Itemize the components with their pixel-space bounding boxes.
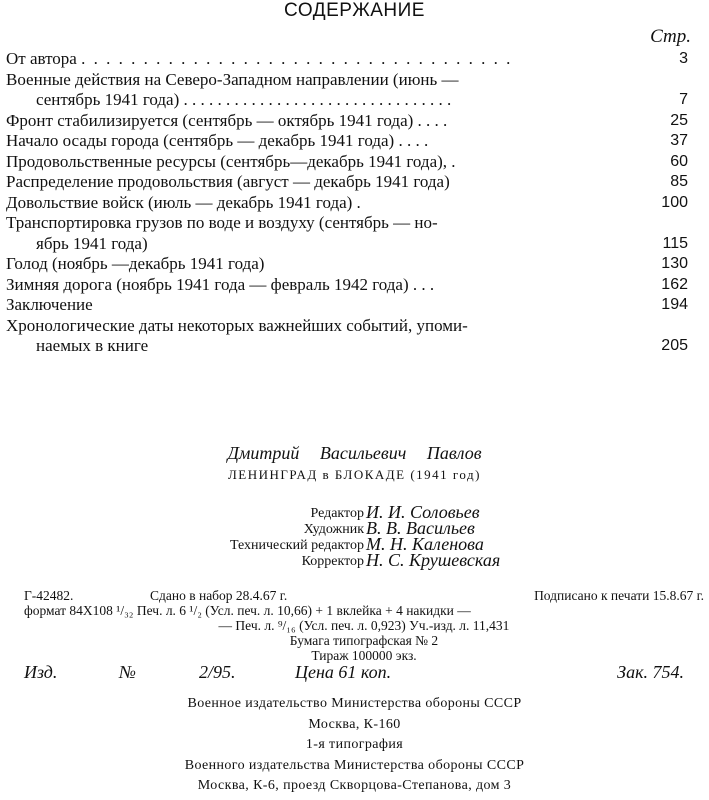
toc-entry [6,254,688,275]
credit-person: В. В. Васильев [366,518,475,538]
credit-row [0,502,709,522]
toc-entry [6,172,688,193]
toc-entry-page: 7 [679,91,688,108]
toc-entry [6,70,688,111]
toc-entry [6,275,688,296]
author-name: Дмитрий Васильевич Павлов [227,443,482,463]
page-column-label: Стр. [650,26,691,47]
credit-row [0,534,709,554]
toc-leader-dots: . . . . . . . . . . . . . . . . . . . . . . . . . . . . . . . . . . . [81,49,513,68]
imprint-code: Г-42482. [24,588,74,603]
imprint-run: Тираж 100000 экз. [311,648,417,663]
credit-role: Технический редактор [229,538,364,553]
toc-entry-title: Заключение [6,295,93,314]
credit-role: Корректор [301,554,364,569]
table-of-contents [6,49,688,357]
credit-role: Редактор [310,506,364,521]
credit-role: Художник [303,522,364,537]
toc-entry-title: Продовольственные ресурсы (сентябрь—декабрь 1941 года), . [6,151,456,171]
credit-row [0,550,709,570]
toc-entry-title: Хронологические даты некоторых важнейших событий, упоми- [6,315,468,335]
imprint-sheets: — Печ. л. ⁹/₁₆ (Усл. печ. л. 0,923) Уч.-изд. л. 11,431 [218,618,510,633]
toc-entry-title-continued: ябрь 1941 года) [36,233,148,253]
izd-number: 2/95. [199,662,236,682]
toc-entry-title: Военные действия на Северо-Западном направлении (июнь — [6,69,459,89]
toc-heading: СОДЕРЖАНИЕ [284,0,425,21]
publisher-line: 1-я типография [305,737,404,752]
book-title: ЛЕНИНГРАД в БЛОКАДЕ (1941 год) [227,467,482,482]
toc-entry [6,213,688,254]
order-number: Зак. 754. [617,662,684,682]
credit-person: М. Н. Каленова [366,534,484,554]
toc-entry-page: 162 [661,275,688,293]
toc-entry-page: 3 [679,50,688,67]
publisher-line: Военное издательство Министерства обороны СССР [187,696,522,711]
credit-row [0,518,709,538]
publisher-line: Москва, К-160 [308,716,401,732]
publisher-line: Военного издательства Министерства обороны СССР [184,757,525,773]
toc-entry-page: 100 [661,193,688,211]
credits-block [0,502,709,570]
toc-entry [6,152,688,173]
toc-entry-title: Голод (ноябрь —декабрь 1941 года) [6,254,265,273]
toc-entry-title: Распределение продовольствия (август — декабрь 1941 года) [6,172,450,191]
izd-number-label: № [119,662,136,682]
toc-entry [6,193,688,214]
imprint-paper: Бумага типографская № 2 [289,633,439,648]
toc-entry-title: Зимняя дорога (ноябрь 1941 года — февраль 1942 года) . . . [6,274,435,294]
publisher-block [0,694,709,797]
toc-entry-page: 85 [670,173,688,190]
toc-entry [6,316,688,357]
publisher-line: Москва, К-6, проезд Скворцова-Степанова, дом 3 [197,778,512,793]
toc-entry-page: 130 [661,255,688,272]
imprint-signed: Подписано к печати 15.8.67 г. [534,588,704,603]
credit-person: И. И. Соловьев [366,502,480,522]
toc-entry-page: 205 [661,337,688,354]
toc-entry-title: Транспортировка грузов по воде и воздуху (сентябрь — но- [6,213,438,232]
toc-entry-page: 37 [670,132,688,149]
toc-entry [6,111,688,132]
toc-entry-title: Довольствие войск (июль — декабрь 1941 года) . [6,192,361,212]
toc-entry-title: Начало осады города (сентябрь — декабрь 1941 года) . . . . [6,131,429,150]
imprint-block [24,588,704,663]
toc-entry-page: 115 [662,234,688,252]
toc-entry-title: Фронт стабилизируется (сентябрь — октябрь 1941 года) . . . . [6,110,448,130]
toc-entry-title-continued: сентябрь 1941 года) . . . . . . . . . . . . . . . . . . . . . . . . . . . . . . . . [36,90,452,109]
toc-entry-page: 60 [670,152,688,170]
izd-label: Изд. [24,662,58,682]
toc-entry-title-continued: наемых в книге [36,336,149,355]
imprint-format: формат 84X108 ¹/₃₂ Печ. л. 6 ¹/₂ (Усл. печ. л. 10,66) + 1 вклейка + 4 накидки — [24,603,471,618]
toc-entry [6,131,688,152]
imprint-sent: Сдано в набор 28.4.67 г. [150,588,288,603]
credit-person: Н. С. Крушевская [366,550,501,570]
toc-entry-title: От автора [6,49,77,68]
toc-entry-page: 194 [661,296,688,313]
toc-entry [6,295,688,316]
toc-entry-page: 25 [670,111,688,129]
price: Цена 61 коп. [295,662,392,682]
toc-entry [6,49,688,70]
